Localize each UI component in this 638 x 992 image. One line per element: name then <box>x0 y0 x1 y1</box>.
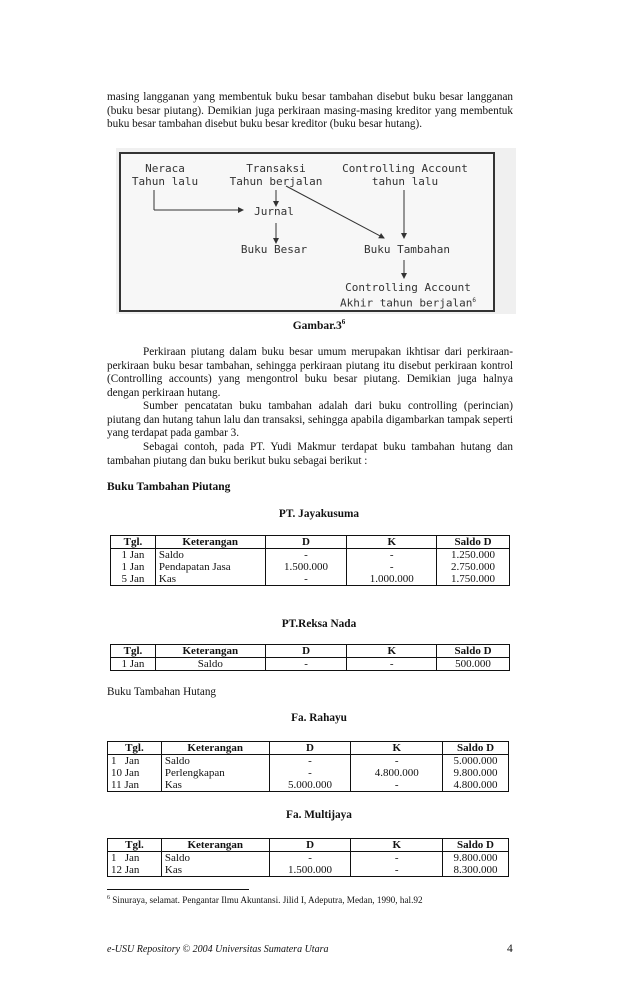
table-row: 5 Jan Kas - 1.000.000 1.750.000 <box>111 573 510 586</box>
header-debit: D <box>269 742 351 755</box>
neraca-label: Neraca Tahun lalu <box>131 162 199 188</box>
header-keterangan: Keterangan <box>161 742 269 755</box>
paragraph-3: Sumber pencatatan buku tambahan adalah dari buku controlling (perincian) piutang dan hutang tahun lalu dan transaksi, sehingga apabila digambarkan tampak seperti yang terdapat pada gambar 3. <box>107 400 513 440</box>
header-tgl: Tgl. <box>108 839 162 852</box>
figure-footnote-ref: 6 <box>472 296 477 304</box>
table-row: 1 Jan Pendapatan Jasa 1.500.000 - 2.750.000 <box>111 561 510 573</box>
figure-3-diagram <box>116 148 516 314</box>
header-tgl: Tgl. <box>111 645 156 658</box>
company-title-multijaya: Fa. Multijaya <box>286 809 352 821</box>
footer-repository: e-USU Repository © 2004 Universitas Sumatera Utara <box>107 944 329 955</box>
controlling-account-end-label: Controlling Account Akhir tahun berjalan$^6$ <box>339 281 477 310</box>
footnote-number: 6 <box>107 895 110 901</box>
header-kredit: K <box>347 645 437 658</box>
header-saldo: Saldo D <box>443 839 509 852</box>
jurnal-label: Jurnal <box>254 205 294 218</box>
header-tgl: Tgl. <box>111 536 156 549</box>
footnote-divider <box>107 889 249 890</box>
paragraph-4: Sebagai contoh, pada PT. Yudi Makmur terdapat buku tambahan hutang dan tambahan piutang dan buku berikut buku sebagai berikut : <box>107 441 513 467</box>
buku-besar-label: Buku Besar <box>240 243 308 256</box>
header-saldo: Saldo D <box>437 536 510 549</box>
transaksi-label: Transaksi Tahun berjalan <box>229 162 323 188</box>
figure-caption: $Gambar.3^6$ <box>292 318 346 332</box>
table-row: 1 Jan Saldo - - 5.000.000 <box>108 755 509 768</box>
section-heading-piutang: Buku Tambahan Piutang <box>107 481 231 493</box>
ledger-table-multijaya <box>107 838 509 877</box>
section-heading-hutang: Buku Tambahan Hutang <box>107 686 217 698</box>
header-kredit: K <box>351 839 443 852</box>
page-number: 4 <box>507 943 513 955</box>
header-debit: D <box>269 839 351 852</box>
company-title-rahayu: Fa. Rahayu <box>291 712 347 724</box>
header-kredit: K <box>347 536 437 549</box>
table-row: 10 Jan Perlengkapan - 4.800.000 9.800.000 <box>108 767 509 779</box>
header-keterangan: Keterangan <box>155 536 265 549</box>
paragraph-2: Perkiraan piutang dalam buku besar umum merupakan ikhtisar dari perkiraan-perkiraan buku besar tambahan, sehingga perkiraan piutang itu disebut perkiraan kontrol (Controlling accounts) yang mengontrol buku besar piutang. Demikian juga halnya dengan perkiraan hutang. <box>107 346 513 399</box>
table-row: 1 Jan Saldo - - 500.000 <box>111 658 510 671</box>
header-tgl: Tgl. <box>108 742 162 755</box>
table-row: 11 Jan Kas 5.000.000 - 4.800.000 <box>108 779 509 792</box>
header-keterangan: Keterangan <box>155 645 265 658</box>
company-title-jayakusuma: PT. Jayakusuma <box>278 508 360 520</box>
footnote: $^6$ Sinuraya, selamat. Pengantar Ilmu Akuntansi. Jilid I, Adeputra, Medan, 1990, hal.92 <box>107 895 423 906</box>
caption-footnote-ref: 6 <box>341 318 346 326</box>
header-kredit: K <box>351 742 443 755</box>
paragraph-1: masing langganan yang membentuk buku besar tambahan disebut buku besar langganan (buku besar piutang). Demikian juga perkiraan masing-masing kreditor yang membentuk buku besar tambahan disebut buku besar kreditor (buku besar hutang). <box>107 91 513 131</box>
table-row: 12 Jan Kas 1.500.000 - 8.300.000 <box>108 864 509 877</box>
ledger-table-rahayu <box>107 741 509 792</box>
header-keterangan: Keterangan <box>161 839 269 852</box>
header-saldo: Saldo D <box>443 742 509 755</box>
ledger-table-jayakusuma <box>110 535 510 586</box>
table-row: 1 Jan Saldo - - 1.250.000 <box>111 549 510 562</box>
header-debit: D <box>265 536 347 549</box>
controlling-account-label: Controlling Account tahun lalu <box>342 162 468 188</box>
table-row: 1 Jan Saldo - - 9.800.000 <box>108 852 509 865</box>
header-saldo: Saldo D <box>437 645 510 658</box>
buku-tambahan-label: Buku Tambahan <box>363 243 451 256</box>
ledger-table-reksa-nada <box>110 644 510 671</box>
company-title-reksa-nada: PT.Reksa Nada <box>281 618 357 630</box>
header-debit: D <box>265 645 347 658</box>
